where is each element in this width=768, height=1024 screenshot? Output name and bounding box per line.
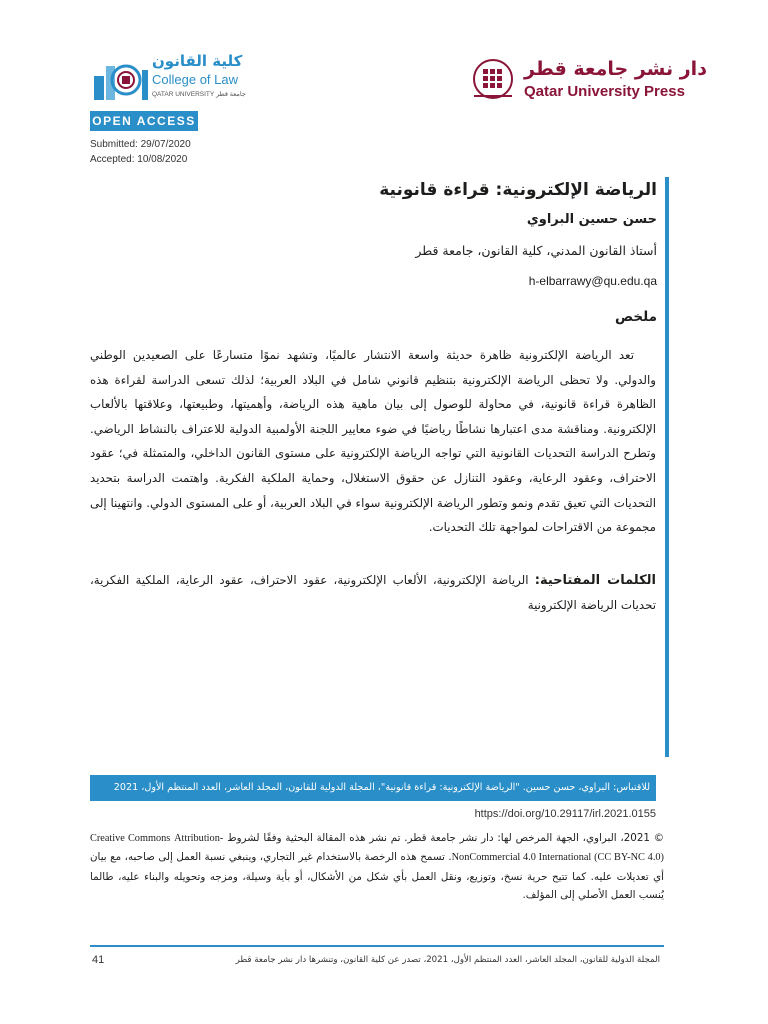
license-terms-text: . تسمح هذه الرخصة بالاستخدام غير التجاري، وينبغي نسبة العمل إلى صاحبه، مع بيان أي تعديلات عليه. كما تتيح حرية نسخ، وتوزيع، ونقل العمل بأي شكل من الأشكال، أو بأية وسيلة، ومزجه وتحويله والبناء عليه، طالما يُنسب العمل الأصلي إلى المؤلف.	[90, 851, 664, 901]
press-logo-arabic-name: دار نشر جامعة قطر	[524, 58, 707, 80]
footer-journal-text: المجلة الدولية للقانون، المجلد العاشر، العدد المنتظم الأول، 2021، تصدر عن كلية القانون، وتنشرها دار نشر جامعة قطر	[235, 955, 660, 965]
license-statement	[90, 829, 664, 904]
qatar-university-press-logo	[470, 56, 707, 104]
law-logo-arabic-name: كلية القانون	[152, 52, 243, 70]
author-name: حسن حسين البراوي	[526, 212, 657, 227]
college-of-law-emblem-icon	[92, 56, 150, 102]
open-access-badge: OPEN ACCESS	[90, 111, 198, 131]
press-logo-english-name: Qatar University Press	[524, 83, 685, 100]
footer-rule	[90, 945, 664, 947]
abstract-paragraph: تعد الرياضة الإلكترونية ظاهرة حديثة واسعة الانتشار عالميًا، وتشهد نموًا متسارعًا على الصعيدين الوطني والدولي. ولا تحظى الرياضة الإلكترونية بتنظيم قانوني شامل في البلاد العربية؛ لذلك تسعى الدراسة لقراءة هذه الظاهرة قراءة قانونية، في محاولة للوصول إلى بيان ماهية هذه الرياضة، وأهميتها، وطبيعتها، وعلاقتها بالألعاب الإلكترونية. ومناقشة مدى اعتبارها نشاطًا رياضيًا في ضوء معايير اللجنة الأولمبية الدولية للاعتراف بالنشاط الرياضي. وتطرح الدراسة التحديات القانونية التي تواجه الرياضة الإلكترونية على مستوى القانون الداخلي، والمتمثلة في؛ عقود الاحتراف، وعقود الرعاية، وعقود التنازل عن حقوق الاستغلال، وحماية الملكية الفكرية. واهتمت الدراسة بتحديد التحديات التي تعيق تقدم ونمو وتطور الرياضة الإلكترونية سواء في البلاد العربية، أو على المستوى الدولي. وانتهينا إلى مجموعة من الاقتراحات لمواجهة تلك التحديات.	[90, 348, 656, 535]
author-affiliation: أستاذ القانون المدني، كلية القانون، جامعة قطر	[415, 243, 657, 258]
abstract-body	[90, 343, 656, 540]
author-email-link[interactable]: h-elbarrawy@qu.edu.qa	[528, 274, 657, 288]
accent-vertical-bar	[665, 177, 669, 757]
press-emblem-icon	[470, 56, 516, 102]
submitted-date: Submitted: 29/07/2020	[90, 139, 191, 150]
license-cc-name[interactable]: Creative Commons	[90, 833, 171, 844]
keywords-label: الكلمات المفتاحية:	[534, 573, 657, 588]
doi-link[interactable]: https://doi.org/10.29117/irl.2021.0155	[474, 808, 656, 820]
keywords-text: الرياضة الإلكترونية، الألعاب الإلكترونية، عقود الاحتراف، عقود الرعاية، الملكية الفكرية، تحديات الرياضة الإلكترونية	[90, 573, 656, 612]
abstract-heading: ملخص	[614, 309, 657, 325]
license-cc-type[interactable]: Attribution-NonCommercial 4.0 International (CC BY-NC 4.0)	[174, 833, 664, 864]
article-title: الرياضة الإلكترونية: قراءة قانونية	[379, 180, 657, 200]
accepted-date: Accepted: 10/08/2020	[90, 154, 188, 165]
citation-band: للاقتباس: البراوي، حسن حسين. "الرياضة الإلكترونية: قراءة قانونية"، المجلة الدولية للقانون، المجلد العاشر، العدد المنتظم الأول، 2021	[90, 775, 656, 801]
law-logo-subtitle: QATAR UNIVERSITY جامعة قطر	[152, 91, 246, 98]
college-of-law-logo	[92, 52, 262, 104]
keywords-block	[90, 568, 656, 618]
law-logo-english-name: College of Law	[152, 72, 238, 87]
page-number: 41	[92, 954, 105, 966]
license-copyright-text: © 2021، البراوي، الجهة المرخص لها: دار نشر جامعة قطر. تم نشر هذه المقالة البحثية وفقًا لشروط	[227, 832, 665, 844]
submission-dates	[90, 137, 191, 167]
